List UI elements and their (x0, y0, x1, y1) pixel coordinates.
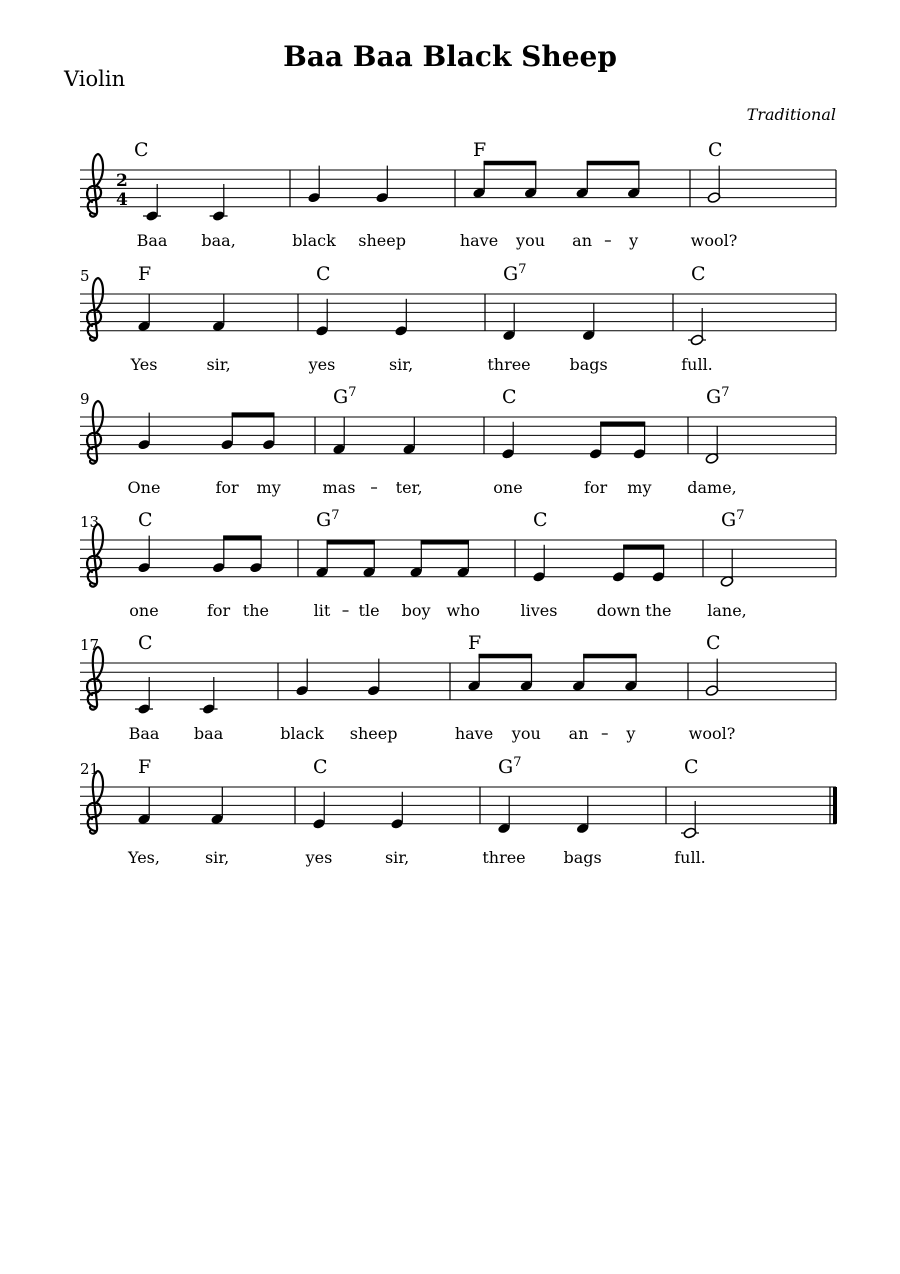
chord-symbol: $G^7$ (333, 385, 357, 408)
measure-number: 9 (80, 390, 90, 408)
chord-symbol: F (473, 139, 487, 161)
lyric-syllable: sir, (204, 848, 230, 867)
lyric-syllable: wool? (690, 231, 738, 250)
staff-system (80, 632, 836, 743)
lyric-syllable: three (487, 355, 531, 374)
staff-system (80, 755, 837, 867)
lyric-syllable: down (596, 601, 641, 620)
measure-number: 17 (80, 636, 100, 654)
chord-symbol: C (138, 509, 153, 531)
chord-symbol: $G^7$ (706, 385, 730, 408)
chord-symbol: $G^7$ (721, 508, 745, 531)
lyric-syllable: Yes, (128, 848, 160, 867)
lyric-syllable: my (256, 478, 281, 497)
chord-symbol: $G^7$ (498, 755, 522, 778)
chord-symbol: C (138, 632, 153, 654)
lyric-syllable: sheep (358, 231, 406, 250)
lyric-syllable: black (292, 231, 336, 250)
lyric-syllable: you (511, 724, 541, 743)
time-signature-top: 2 (116, 171, 128, 191)
chord-symbol: C (708, 139, 723, 161)
page-title: Baa Baa Black Sheep (283, 40, 617, 73)
lyric-syllable: one (493, 478, 523, 497)
chord-symbol: C (684, 756, 699, 778)
chord-symbol: F (138, 756, 152, 778)
final-barline-thick (833, 787, 837, 824)
time-signature-bottom: 4 (116, 190, 128, 210)
lyric-syllable: sir, (388, 355, 414, 374)
lyric-syllable: wool? (688, 724, 736, 743)
chord-symbol: C (316, 263, 331, 285)
lyric-syllable: baa, (201, 231, 236, 250)
lyric-syllable: the (645, 601, 672, 620)
lyric-syllable: three (482, 848, 526, 867)
lyric-syllable: tle (358, 601, 380, 620)
chord-symbol: C (313, 756, 328, 778)
lyric-syllable: Baa (128, 724, 160, 743)
chord-symbol: C (691, 263, 706, 285)
chord-symbol: $G^7$ (503, 262, 527, 285)
lyric-syllable: Yes (130, 355, 158, 374)
lyric-syllable: the (242, 601, 270, 620)
lyric-syllable: ter, (395, 478, 423, 497)
staff-system (80, 385, 836, 497)
chord-symbol: F (468, 632, 482, 654)
staff-system (80, 508, 836, 620)
staff-system (80, 262, 836, 374)
composer-label: Traditional (746, 105, 836, 124)
lyric-syllable: dame, (687, 478, 737, 497)
lyric-syllable: my (627, 478, 652, 497)
lyric-syllable: black (280, 724, 324, 743)
chord-symbol: C (134, 139, 149, 161)
lyric-syllable: mas (322, 478, 356, 497)
measure-number: 21 (80, 760, 100, 778)
lyric-syllable: who (446, 601, 480, 620)
lyric-syllable: full. (674, 848, 706, 867)
lyric-syllable: for (215, 478, 239, 497)
lyric-syllable: Baa (136, 231, 168, 250)
lyric-syllable: one (129, 601, 159, 620)
lyric-syllable: bags (569, 355, 608, 374)
lyric-syllable: lit (313, 601, 331, 620)
lyric-syllable: baa (193, 724, 224, 743)
lyric-syllable: y (629, 231, 639, 250)
measure-number: 5 (80, 267, 90, 285)
lyric-syllable: for (206, 601, 231, 620)
lyric-syllable: an (568, 724, 589, 743)
lyric-syllable: you (516, 231, 546, 250)
lyric-syllable: y (626, 724, 636, 743)
lyric-syllable: boy (401, 601, 431, 620)
lyric-syllable: bags (563, 848, 602, 867)
chord-symbol: $G^7$ (316, 508, 340, 531)
chord-symbol: C (502, 386, 517, 408)
measure-number: 13 (80, 513, 100, 531)
staff-system (80, 139, 836, 250)
lyric-syllable: sir, (384, 848, 410, 867)
lyric-syllable: yes (308, 355, 336, 374)
chord-symbol: C (706, 632, 721, 654)
chord-symbol: F (138, 263, 152, 285)
lyric-syllable: lane, (707, 601, 747, 620)
lyric-syllable: lives (520, 601, 558, 620)
lyric-syllable: sir, (206, 355, 231, 374)
lyric-syllable: sheep (349, 724, 398, 743)
instrument-label: Violin (64, 67, 126, 91)
lyric-syllable: yes (305, 848, 333, 867)
chord-symbol: C (533, 509, 548, 531)
lyric-syllable: have (454, 724, 494, 743)
lyric-syllable: full. (681, 355, 713, 374)
lyric-syllable: for (583, 478, 608, 497)
lyric-syllable: One (127, 478, 161, 497)
lyric-syllable: an (572, 231, 593, 250)
lyric-syllable: have (459, 231, 499, 250)
